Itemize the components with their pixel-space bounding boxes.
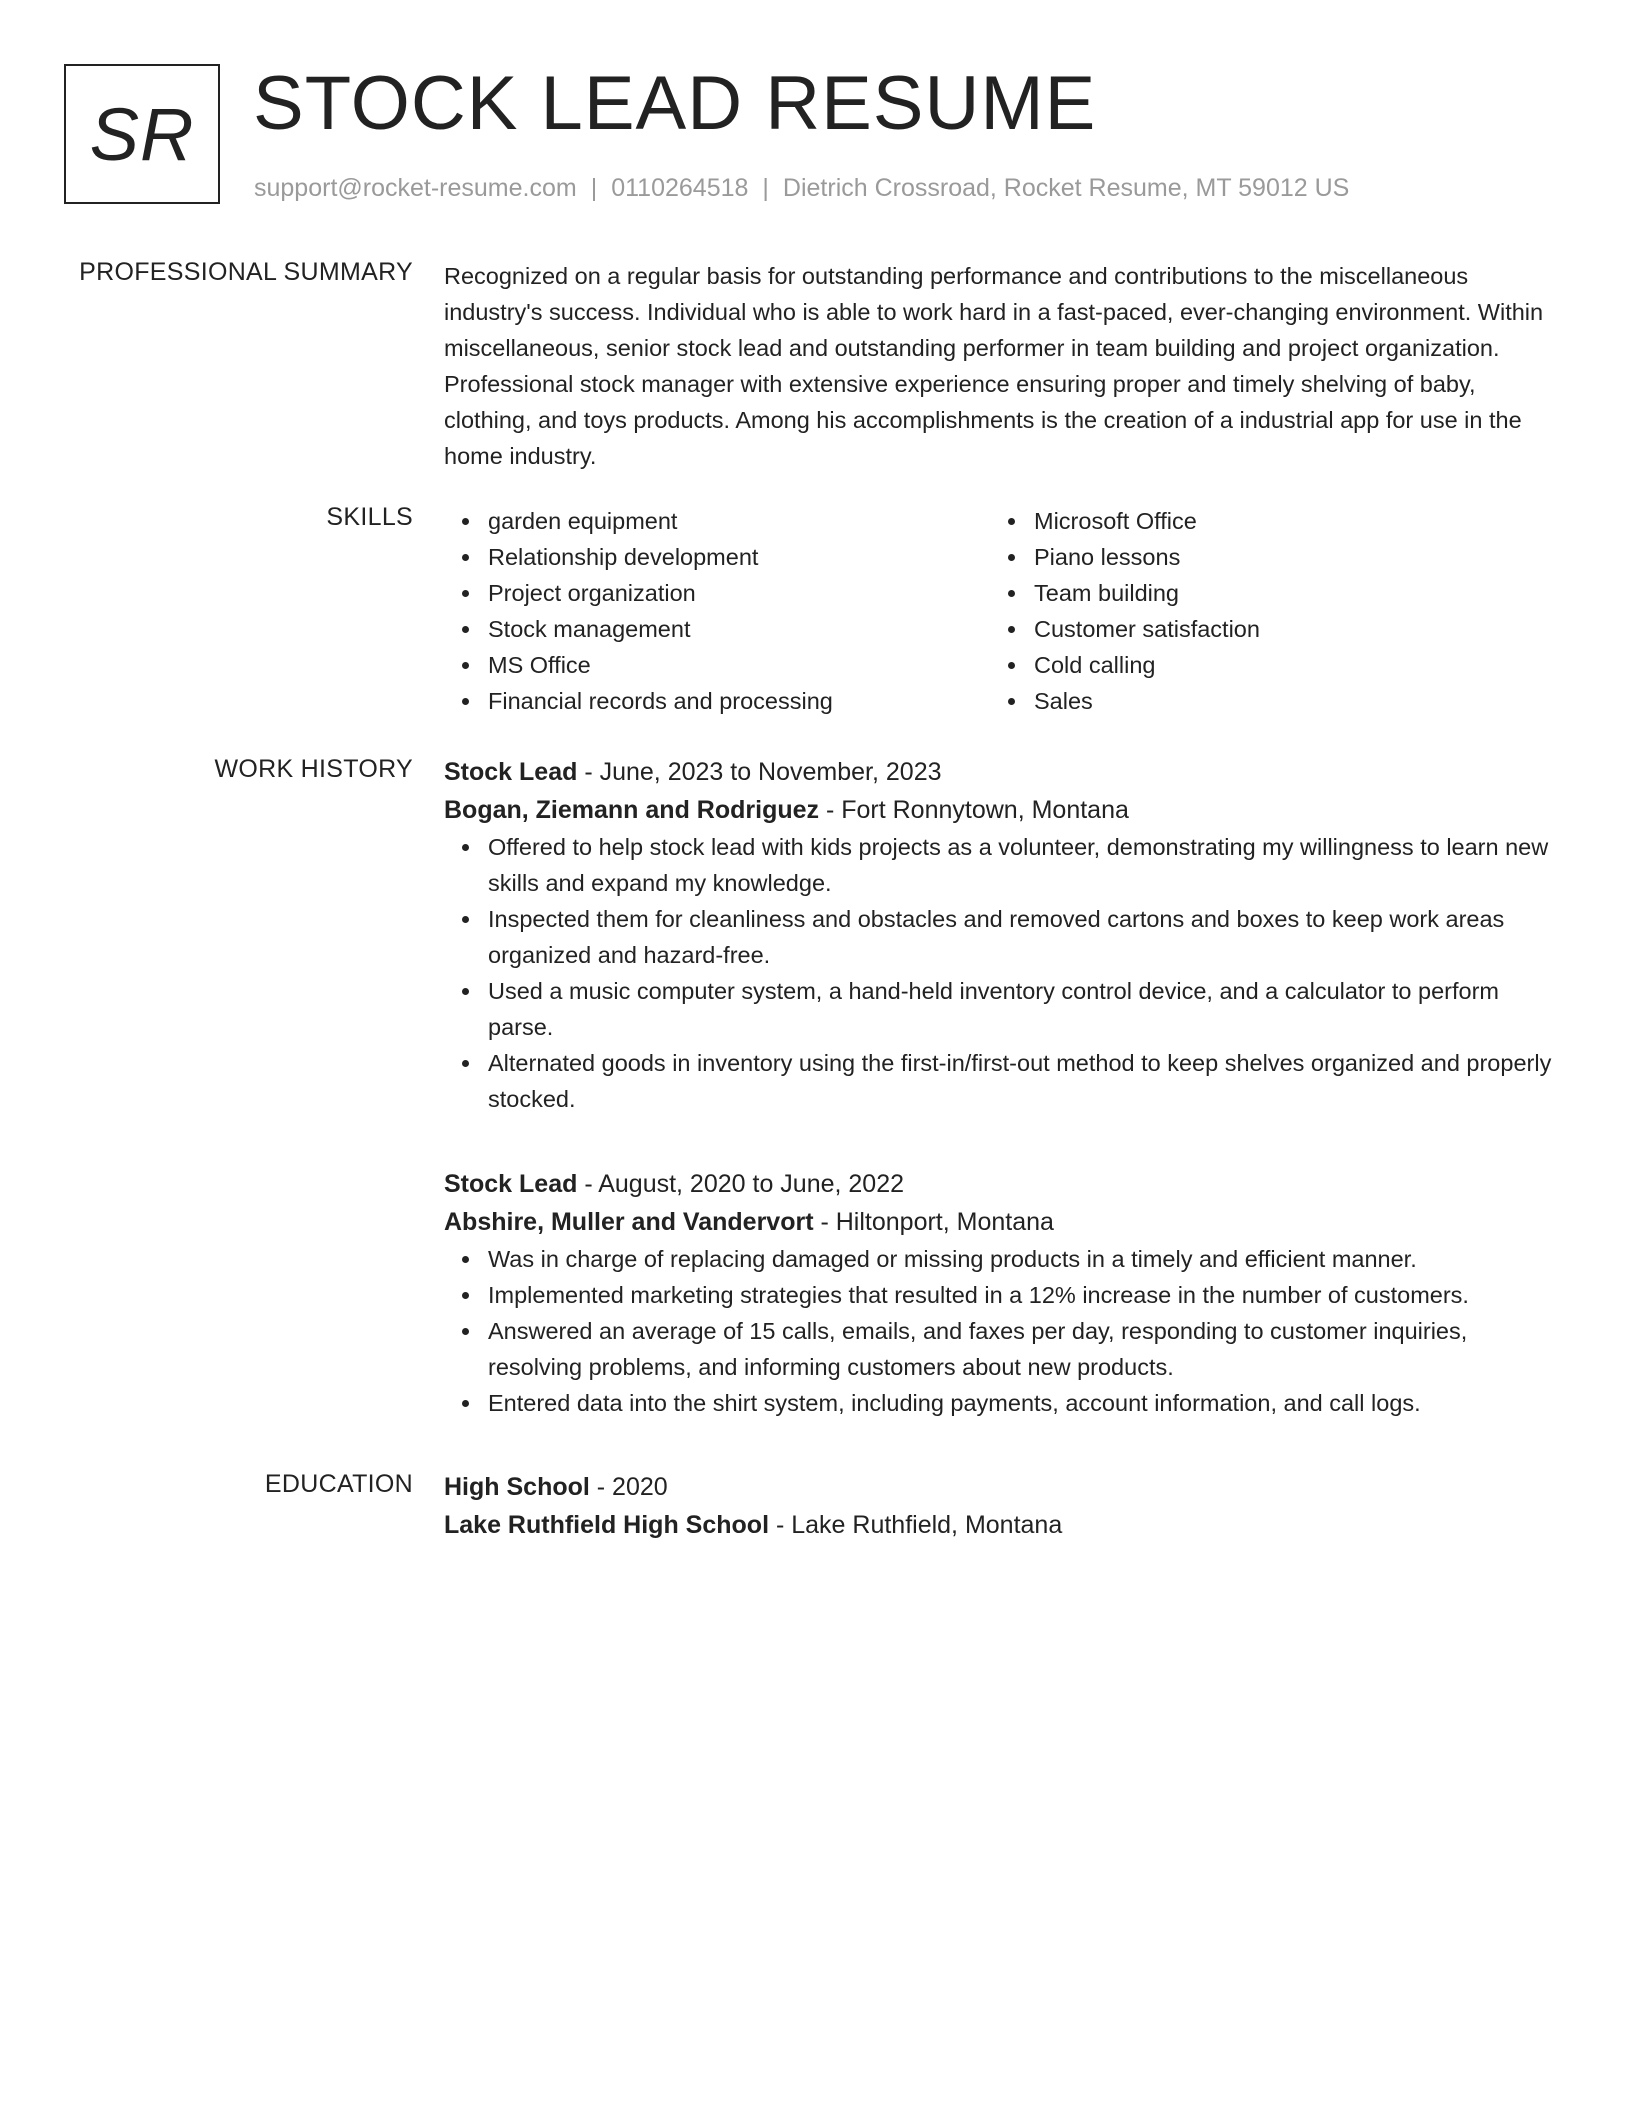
job-dates: - June, 2023 to November, 2023 <box>577 758 942 786</box>
skill-item: Piano lessons <box>1034 539 1536 575</box>
resume-title: STOCK LEAD RESUME <box>253 61 1097 146</box>
skill-item: garden equipment <box>488 503 990 539</box>
summary-text: Recognized on a regular basis for outstanding performance and contributions to the miscellaneous industry's success. Individual who is able to work hard in a fast-paced, ever-changing environment. Within miscellaneous, senior stock lead and outstanding performer in team building and project organization. Professional stock manager with extensive experience ensuring proper and timely shelving of baby, clothing, and toys products. Among his accomplishments is the creation of a industrial app for use in the home industry. <box>444 263 1544 469</box>
job-title: Stock Lead <box>444 758 578 786</box>
education-school-line <box>444 1506 1560 1544</box>
job-duty: Implemented marketing strategies that resulted in a 12% increase in the number of customers. <box>488 1277 1560 1313</box>
job-duties <box>444 829 1560 1117</box>
skills-list-right <box>990 503 1536 719</box>
job-company: Bogan, Ziemann and Rodriguez <box>444 796 820 824</box>
education-entry <box>444 1468 1560 1544</box>
job-location: - Fort Ronnytown, Montana <box>819 796 1129 824</box>
job-duty: Entered data into the shirt system, including payments, account information, and call logs. <box>488 1385 1560 1421</box>
work-history-heading: WORK HISTORY <box>214 755 413 783</box>
education-degree-line <box>444 1468 1560 1506</box>
education-year: - 2020 <box>589 1473 668 1501</box>
skills-heading: SKILLS <box>326 503 413 531</box>
contact-separator: | <box>762 174 769 202</box>
job-duty: Alternated goods in inventory using the first-in/first-out method to keep shelves organized and properly stocked. <box>488 1045 1560 1117</box>
skill-item: Microsoft Office <box>1034 503 1536 539</box>
job-duty: Offered to help stock lead with kids projects as a volunteer, demonstrating my willingness to learn new skills and expand my knowledge. <box>488 829 1560 901</box>
contact-address: Dietrich Crossroad, Rocket Resume, MT 59012 US <box>782 174 1350 202</box>
skill-item: Financial records and processing <box>488 683 990 719</box>
job-dates: - August, 2020 to June, 2022 <box>577 1170 905 1198</box>
skill-item: Relationship development <box>488 539 990 575</box>
job-duty: Inspected them for cleanliness and obstacles and removed cartons and boxes to keep work areas organized and hazard-free. <box>488 901 1560 973</box>
skill-item: Team building <box>1034 575 1536 611</box>
job-duty: Was in charge of replacing damaged or missing products in a timely and efficient manner. <box>488 1241 1560 1277</box>
job-location: - Hiltonport, Montana <box>813 1208 1054 1236</box>
resume-header <box>64 61 1564 209</box>
summary-body <box>444 258 1560 474</box>
skills-grid <box>444 503 1560 719</box>
skill-item: Stock management <box>488 611 990 647</box>
education-heading: EDUCATION <box>264 1470 413 1498</box>
skill-item: Sales <box>1034 683 1536 719</box>
skills-list-left <box>444 503 990 719</box>
job-title-line <box>444 1165 1560 1203</box>
monogram-badge: SR <box>64 64 220 204</box>
job-entry <box>444 1165 1560 1421</box>
job-company: Abshire, Muller and Vandervort <box>444 1208 814 1236</box>
skill-item: MS Office <box>488 647 990 683</box>
job-title: Stock Lead <box>444 1170 578 1198</box>
education-school: Lake Ruthfield High School <box>444 1511 770 1539</box>
job-duty: Answered an average of 15 calls, emails, and faxes per day, responding to customer inquiries, resolving problems, and informing customers about new products. <box>488 1313 1560 1385</box>
contact-email: support@rocket-resume.com <box>254 174 577 202</box>
education-location: - Lake Ruthfield, Montana <box>769 1511 1063 1539</box>
contact-phone: 0110264518 <box>611 174 749 202</box>
contact-line <box>254 174 1349 203</box>
job-title-line <box>444 753 1560 791</box>
job-duty: Used a music computer system, a hand-held inventory control device, and a calculator to perform parse. <box>488 973 1560 1045</box>
education-degree: High School <box>444 1473 590 1501</box>
contact-separator: | <box>590 174 598 202</box>
skill-item: Cold calling <box>1034 647 1536 683</box>
job-company-line <box>444 791 1560 829</box>
summary-heading: PROFESSIONAL SUMMARY <box>79 258 413 286</box>
job-company-line <box>444 1203 1560 1241</box>
skill-item: Project organization <box>488 575 990 611</box>
job-duties <box>444 1241 1560 1421</box>
job-entry <box>444 753 1560 1117</box>
skill-item: Customer satisfaction <box>1034 611 1536 647</box>
